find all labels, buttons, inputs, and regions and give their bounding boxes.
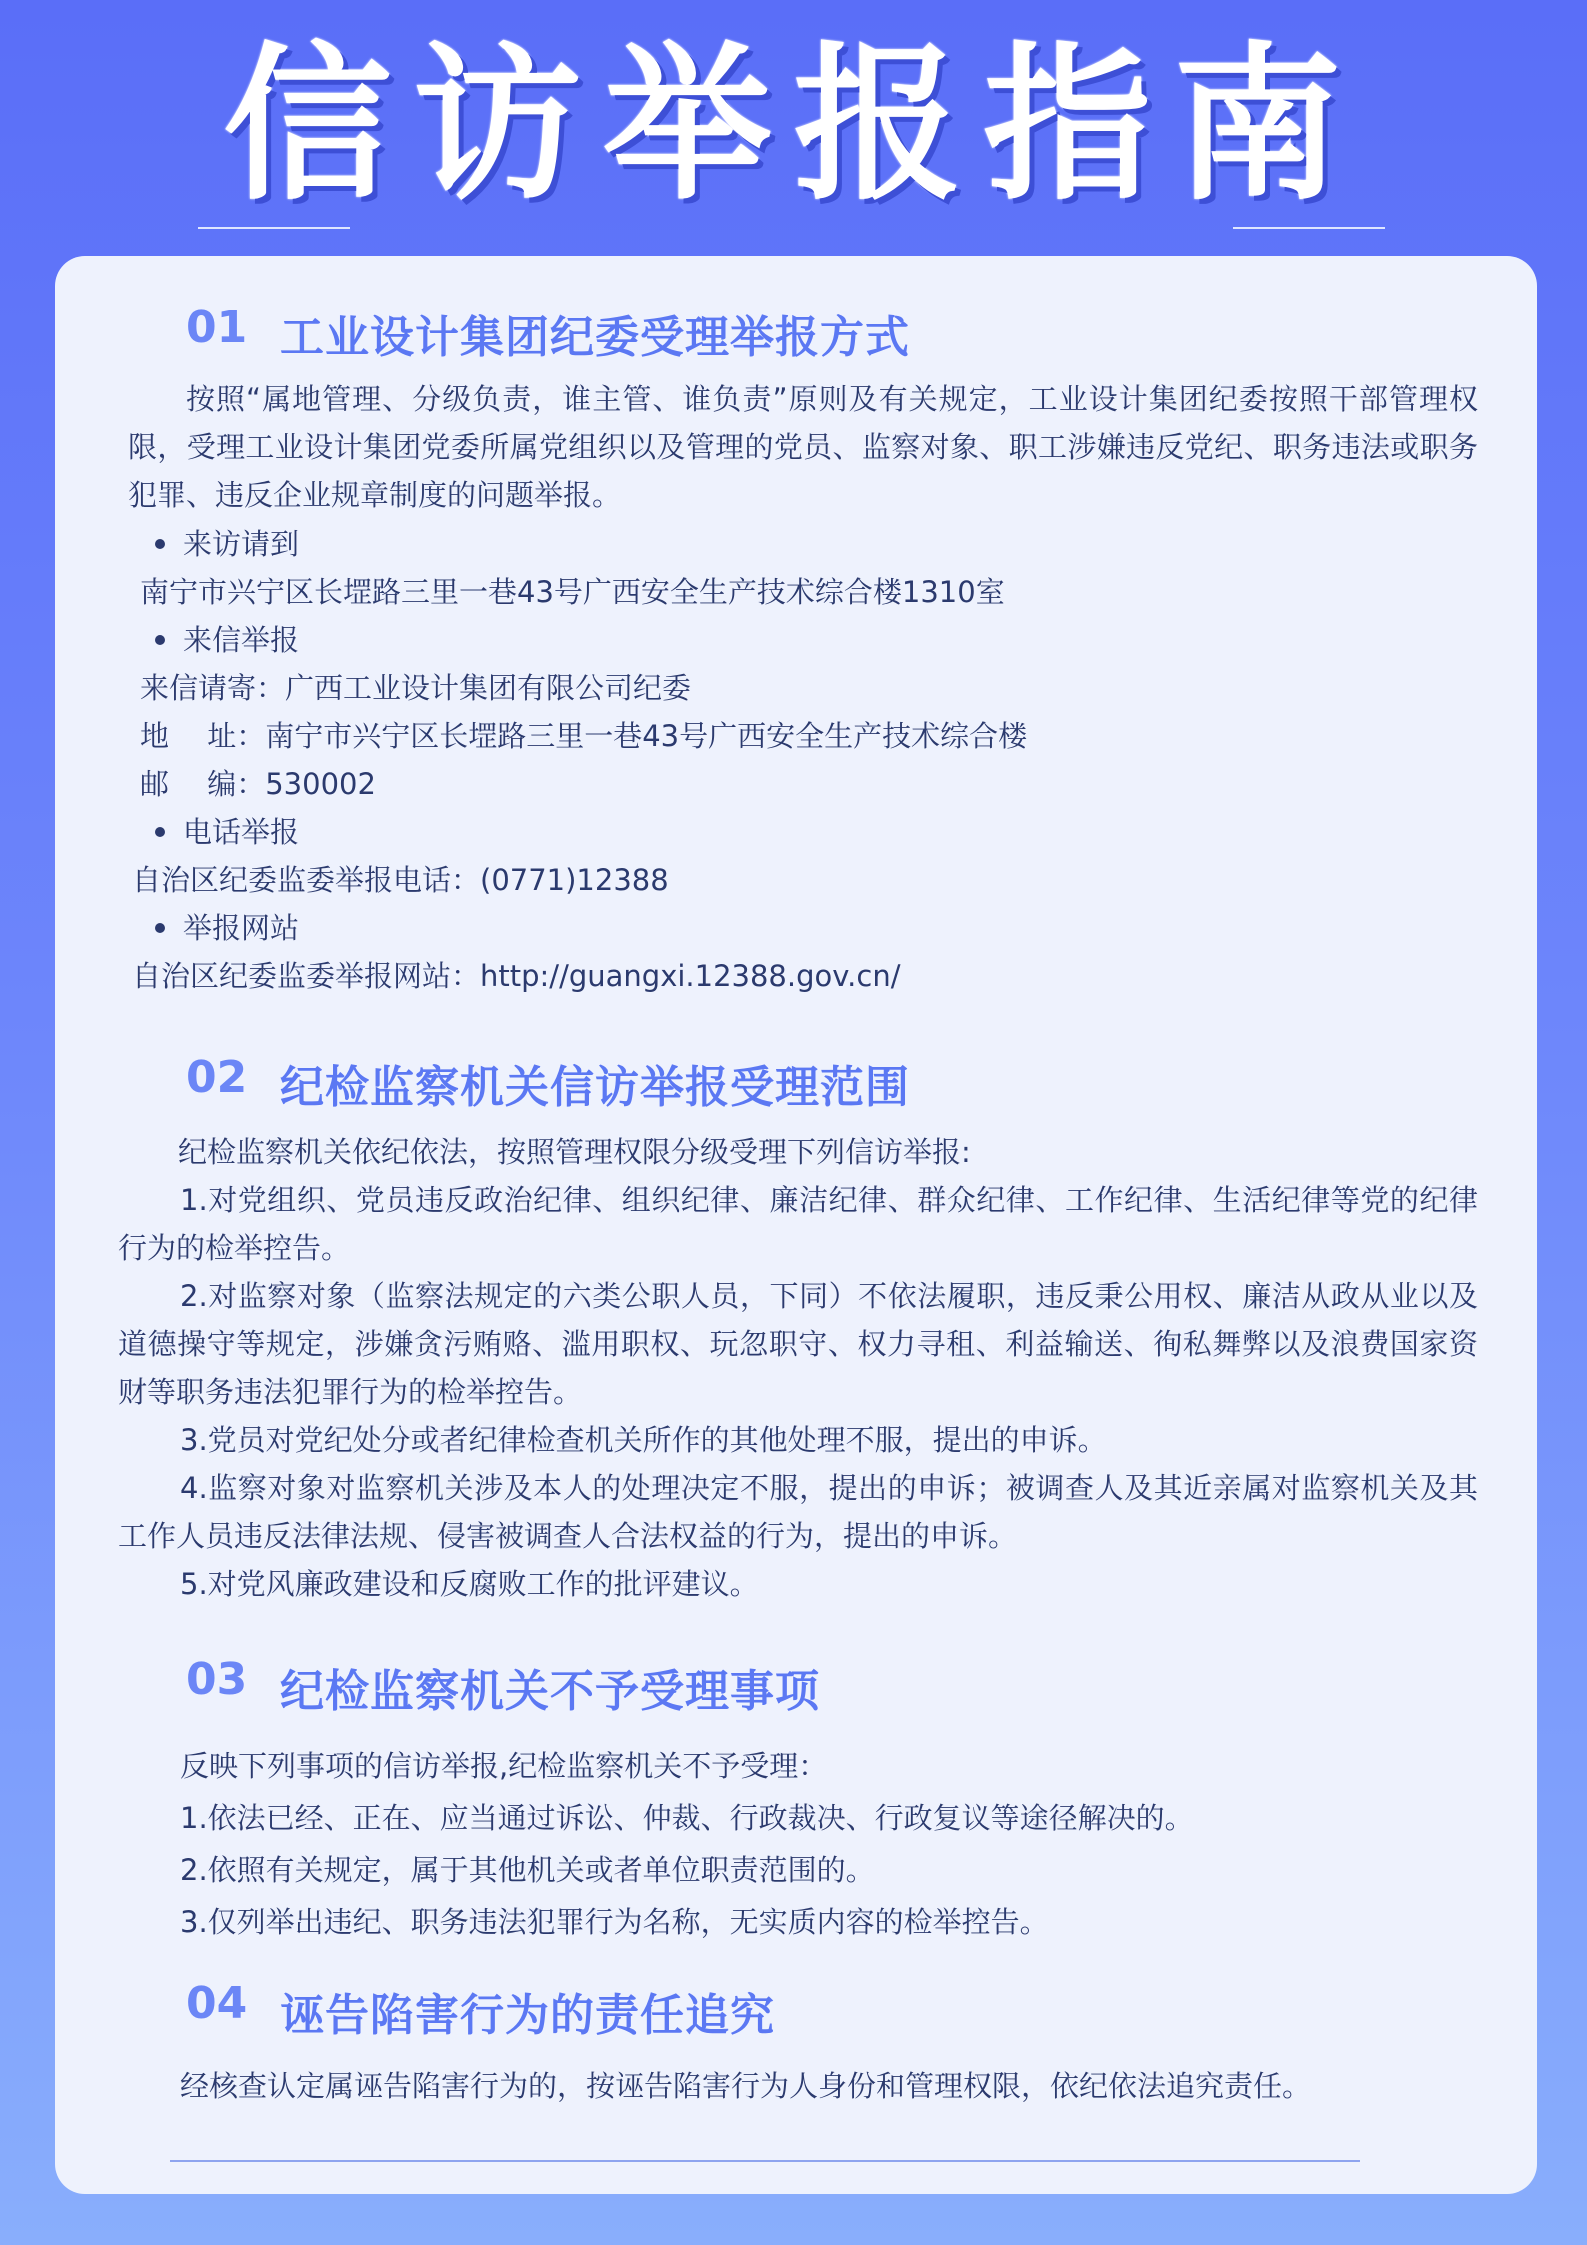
letter-recipient: 来信请寄：广西工业设计集团有限公司纪委: [140, 671, 692, 705]
page-title: 信访举报指南: [223, 27, 1364, 223]
section-2-item: 5.对党风廉政建设和反腐败工作的批评建议。: [180, 1567, 759, 1601]
bullet-dot: [155, 539, 165, 549]
section-2-item: 3.党员对党纪处分或者纪律检查机关所作的其他处理不服，提出的申诉。: [180, 1423, 1107, 1457]
section-2-number: 02: [186, 1050, 247, 1106]
bullet-dot: [155, 635, 165, 645]
web-line: 自治区纪委监委举报网站：http://guangxi.12388.gov.cn/: [132, 959, 901, 993]
visit-label: 来访请到: [183, 527, 300, 561]
letter-label: 来信举报: [183, 623, 300, 657]
section-2-title: 纪检监察机关信访举报受理范围: [280, 1062, 910, 1113]
section-2-intro: 纪检监察机关依纪依法，按照管理权限分级受理下列信访举报:: [178, 1135, 971, 1169]
letter-postcode: 邮 编：530002: [140, 767, 376, 801]
section-3-intro: 反映下列事项的信访举报,纪检监察机关不予受理：: [180, 1749, 828, 1783]
section-1-intro: 按照“属地管理、分级负责，谁主管、谁负责”原则及有关规定，工业设计集团纪委按照干部管理权限，受理工业设计集团党委所属党组织以及管理的党员、监察对象、职工涉嫌违反党纪、职务违法或职务犯罪、违反企业规章制度的问题举报。: [128, 382, 1478, 512]
bullet-dot: [155, 827, 165, 837]
visit-address: 南宁市兴宁区长堽路三里一巷43号广西安全生产技术综合楼1310室: [140, 575, 1005, 609]
phone-label: 电话举报: [183, 815, 300, 849]
phone-line: 自治区纪委监委举报电话：(0771)12388: [132, 863, 669, 897]
bullet-dot: [155, 923, 165, 933]
section-3-item: 1.依法已经、正在、应当通过诉讼、仲裁、行政裁决、行政复议等途径解决的。: [180, 1801, 1194, 1835]
section-1-title: 工业设计集团纪委受理举报方式: [280, 312, 910, 363]
section-3-item: 3.仅列举出违纪、职务违法犯罪行为名称，无实质内容的检举控告。: [180, 1905, 1049, 1939]
section-3-item: 2.依照有关规定，属于其他机关或者单位职责范围的。: [180, 1853, 875, 1887]
title-rule-left: [198, 227, 350, 229]
letter-address: 地 址：南宁市兴宁区长堽路三里一巷43号广西安全生产技术综合楼: [140, 719, 1028, 753]
web-label: 举报网站: [183, 911, 300, 945]
section-3-title: 纪检监察机关不予受理事项: [280, 1666, 820, 1717]
section-3-number: 03: [186, 1652, 247, 1708]
section-2-item: 2.对监察对象（监察法规定的六类公职人员，下同）不依法履职，违反秉公用权、廉洁从政从业以及道德操守等规定，涉嫌贪污贿赂、滥用职权、玩忽职守、权力寻租、利益输送、徇私舞弊以及浪费国家资财等职务违法犯罪行为的检举控告。: [118, 1279, 1478, 1409]
section-4-title: 诬告陷害行为的责任追究: [280, 1990, 775, 2041]
section-4-text: 经核查认定属诬告陷害行为的，按诬告陷害行为人身份和管理权限，依纪依法追究责任。: [180, 2069, 1312, 2103]
section-1-number: 01: [186, 300, 247, 356]
title-rule-right: [1233, 227, 1385, 229]
bottom-divider: [170, 2160, 1360, 2162]
section-2-item: 4.监察对象对监察机关涉及本人的处理决定不服，提出的申诉；被调查人及其近亲属对监察机关及其工作人员违反法律法规、侵害被调查人合法权益的行为，提出的申诉。: [118, 1471, 1478, 1553]
section-2-item: 1.对党组织、党员违反政治纪律、组织纪律、廉洁纪律、群众纪律、工作纪律、生活纪律等党的纪律行为的检举控告。: [118, 1183, 1478, 1265]
section-4-number: 04: [186, 1976, 247, 2032]
